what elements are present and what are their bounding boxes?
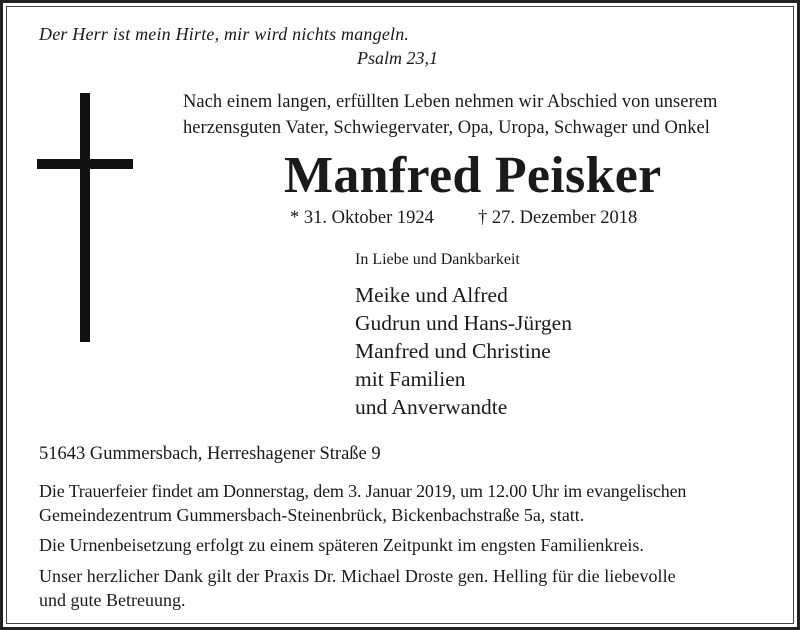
bible-quote-reference: Psalm 23,1 — [357, 48, 438, 68]
intro-line-1: Nach einem langen, erfüllten Leben nehmen wir Abschied von unserem — [183, 92, 718, 112]
intro-line-2: herzensguten Vater, Schwiegervater, Opa, Uropa, Schwager und Onkel — [183, 118, 710, 138]
birth-date: * 31. Oktober 1924 — [290, 208, 434, 228]
note-line: Unser herzlicher Dank gilt der Praxis Dr. Michael Droste gen. Helling für die liebevolle — [39, 566, 676, 586]
mourner-name: Manfred und Christine — [355, 339, 551, 363]
family-address: 51643 Gummersbach, Herreshagener Straße 9 — [39, 444, 381, 464]
mourner-name: Meike und Alfred — [355, 283, 508, 307]
note-line: und gute Betreuung. — [39, 590, 186, 610]
note-line: Die Trauerfeier findet am Donnerstag, dem 3. Januar 2019, um 12.00 Uhr im evangelischen — [39, 481, 687, 501]
deceased-name: Manfred Peisker — [284, 147, 662, 204]
death-date: † 27. Dezember 2018 — [478, 208, 638, 228]
cross-vertical-beam — [80, 93, 90, 342]
note-line: Die Urnenbeisetzung erfolgt zu einem späteren Zeitpunkt im engsten Familienkreis. — [39, 535, 644, 555]
note-line: Gemeindezentrum Gummersbach-Steinenbrück, Bickenbachstraße 5a, statt. — [39, 505, 585, 525]
mourner-name: Gudrun und Hans-Jürgen — [355, 311, 572, 335]
bible-quote: Der Herr ist mein Hirte, mir wird nichts mangeln. — [39, 24, 410, 44]
cross-horizontal-beam — [37, 159, 133, 169]
mourner-name: und Anverwandte — [355, 395, 508, 419]
mourner-name: mit Familien — [355, 367, 466, 391]
mourners-intro: In Liebe und Dankbarkeit — [355, 251, 520, 268]
